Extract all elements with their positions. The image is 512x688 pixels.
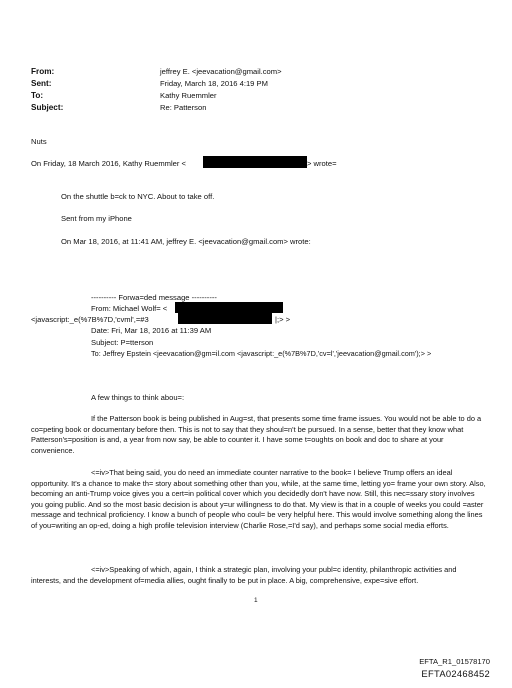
shuttle-text: On the shuttle b=ck to NYC. About to take off. xyxy=(61,192,215,201)
on-friday-suffix: > wrote= xyxy=(307,159,337,168)
forwarded-date: Date: Fri, Mar 18, 2016 at 11:39 AM xyxy=(91,326,212,335)
sent-value: Friday, March 18, 2016 4:19 PM xyxy=(160,79,268,88)
bates-number-2: EFTA02468452 xyxy=(421,668,490,679)
from-label: From: xyxy=(31,67,55,76)
subject-label: Subject: xyxy=(31,103,64,112)
subject-value: Re: Patterson xyxy=(160,103,207,112)
forwarded-to: To: Jeffrey Epstein <jeevacation@gm=il.com <javascript:_e(%7B%7D,'cv=l','jeevacation@gmail.com');> > xyxy=(91,349,432,358)
from-value: jeffrey E. <jeevacation@gmail.com> xyxy=(160,67,282,76)
bates-number-1: EFTA_R1_01578170 xyxy=(419,657,490,666)
to-label: To: xyxy=(31,91,44,100)
redaction-box xyxy=(178,313,272,324)
on-friday-prefix: On Friday, 18 March 2016, Kathy Ruemmler < xyxy=(31,159,186,168)
forwarded-js-prefix: <javascript:_e(%7B%7D,'cvml',=#3 xyxy=(31,315,149,324)
paragraph-1: If the Patterson book is being published in Aug=st, that presents some time frame issues. You would not be able to do a co=peting book or documentary before then. This is not to say that they shoul=n't be pursued. In a sense, better that they know what Patterson's=position is and, a year from now say, be able to counter it. I have some t=oughts on book and doc to share at your convenience. xyxy=(31,414,482,455)
to-value: Kathy Ruemmler xyxy=(160,91,217,100)
redaction-box xyxy=(203,156,307,168)
forwarded-subject: Subject: P=tterson xyxy=(91,338,154,347)
sent-from-text: Sent from my iPhone xyxy=(61,214,132,223)
forwarded-header: ---------- Forwa=ded message ---------- xyxy=(91,293,217,302)
forwarded-from: From: Michael Wolf= < xyxy=(91,304,168,313)
sent-label: Sent: xyxy=(31,79,52,88)
page-number: 1 xyxy=(254,597,258,604)
on-mar18-text: On Mar 18, 2016, at 11:41 AM, jeffrey E. <jeevacation@gmail.com> wrote: xyxy=(61,237,311,246)
paragraph-2: <=iv>That being said, you do need an immediate counter narrative to the book= I believe Trump offers an ideal opportunity. It's a chance to make th= story about something other than you, while, at the same time, letting yo= frame your own story. Also, becoming an anti-Trump voice gives you a cert=in political cover which you decidedly don't have now. Still, this nec=ssary story involves you going public. And so the most basic decision is about y=ur willingness to do that. My view is that in a couple of weeks you could =aster message and technical proficiency. I know a bunch of people who coul= be very helpful here. This would involve something along the lines of you=writing an op-ed, doing a high profile television interview (Charlie Rose,=I'd say), and perhaps some social media efforts. xyxy=(31,468,486,530)
redaction-box xyxy=(175,302,283,313)
few-things-text: A few things to think abou=: xyxy=(91,393,185,402)
forwarded-js-suffix: |;> > xyxy=(275,315,291,324)
paragraph-3: <=iv>Speaking of which, again, I think a strategic plan, involving your publ=c identity, philanthropic activities and interests, and the development of=media allies, ought finally to be put in place. A big, comprehensive, expe=sive effort. xyxy=(31,565,457,585)
reply-text: Nuts xyxy=(31,137,47,146)
